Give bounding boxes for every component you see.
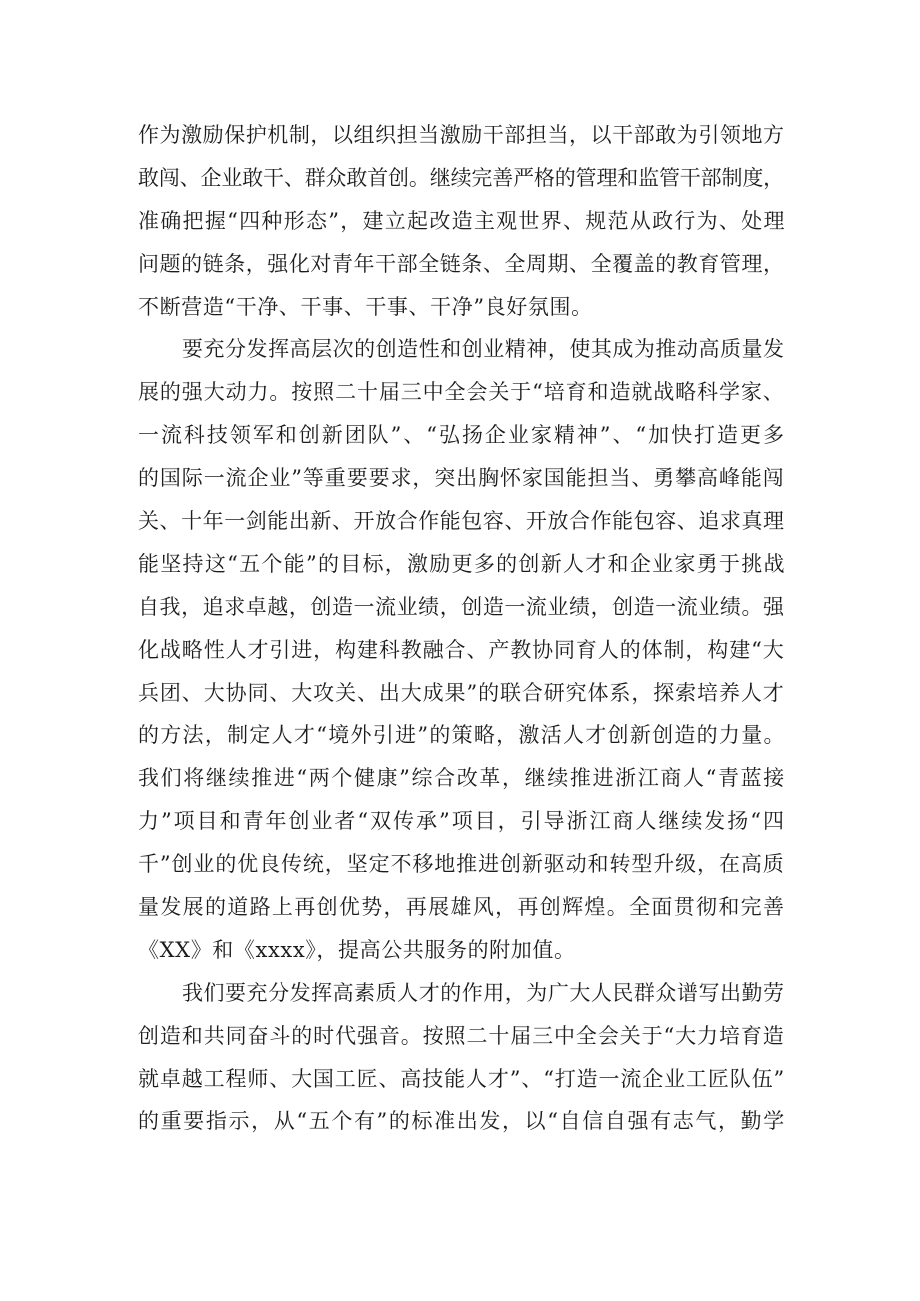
text-line: 的重要指示，从“五个有”的标准出发，以“自信自强有志气，勤学 xyxy=(138,1109,786,1134)
text-line: 量发展的道路上再创优势，再展雄风，再创辉煌。全面贯彻和完善 xyxy=(138,895,786,920)
paragraph-3 xyxy=(138,972,784,1144)
text-line: 《XX》和《xxxx》，提高公共服务的附加值。 xyxy=(138,937,576,962)
text-line: 作为激励保护机制，以组织担当激励干部担当，以干部敢为引领地方 xyxy=(138,123,785,147)
text-line: 的国际一流企业”等重要要求，突出胸怀家国能担当、勇攀高峰能闯 xyxy=(138,466,785,491)
text-line: 力”项目和青年创业者“双传承”项目，引导浙江商人继续发扬“四 xyxy=(138,809,786,834)
text-line: 自我，追求卓越，创造一流业绩，创造一流业绩，创造一流业绩。强 xyxy=(138,594,785,619)
paragraph-2 xyxy=(138,328,784,971)
text-line: 要充分发挥高层次的创造性和创业精神，使其成为推动高质量发 xyxy=(182,337,785,362)
text-line: 问题的链条，强化对青年干部全链条、全周期、全覆盖的教育管理， xyxy=(138,251,785,276)
text-line: 关、十年一剑能出新、开放合作能包容、开放合作能包容、追求真理 xyxy=(138,509,785,534)
text-line: 兵团、大协同、大攻关、出大成果”的联合研究体系，探索培养人才 xyxy=(138,680,785,705)
text-line: 一流科技领军和创新团队”、“弘扬企业家精神”、“加快打造更多 xyxy=(138,423,786,448)
body-text xyxy=(138,114,784,1143)
text-line: 创造和共同奋斗的时代强音。按照二十届三中全会关于“大力培育造 xyxy=(138,1023,785,1048)
text-line: 我们将继续推进“两个健康”综合改革，继续推进浙江商人“青蓝接 xyxy=(138,766,786,791)
text-line: 千”创业的优良传统，坚定不移地推进创新驱动和转型升级，在高质 xyxy=(138,852,785,877)
text-line: 的方法，制定人才“境外引进”的策略，激活人才创新创造的力量。 xyxy=(138,723,786,748)
text-line: 能坚持这“五个能”的目标，激励更多的创新人才和企业家勇于挑战 xyxy=(138,551,786,576)
text-line: 化战略性人才引进，构建科教融合、产教协同育人的体制，构建“大 xyxy=(138,637,785,662)
text-line: 敢闯、企业敢干、群众敢首创。继续完善严格的管理和监管干部制度， xyxy=(138,165,784,190)
text-line: 就卓越工程师、大国工匠、高技能人才”、“打造一流企业工匠队伍” xyxy=(138,1066,786,1091)
text-line: 不断营造“干净、干事、干事、干净”良好氛围。 xyxy=(138,294,593,319)
paragraph-1 xyxy=(138,114,784,328)
text-line: 我们要充分发挥高素质人才的作用，为广大人民群众谱写出勤劳 xyxy=(182,980,785,1005)
text-line: 准确把握“四种形态”，建立起改造主观世界、规范从政行为、处理 xyxy=(138,208,786,233)
text-line: 展的强大动力。按照二十届三中全会关于“培育和造就战略科学家、 xyxy=(138,380,785,405)
